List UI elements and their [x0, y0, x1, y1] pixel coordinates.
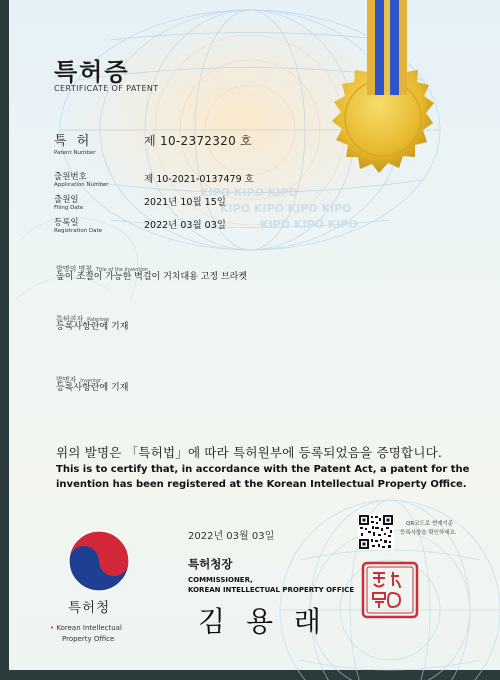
- commissioner-title-en-line1: COMMISSIONER,: [188, 576, 253, 584]
- ribbon-gold-right: [399, 0, 407, 95]
- invention-label-en: Title of the Invention: [96, 267, 148, 273]
- official-seal-stamp: [360, 560, 420, 620]
- commissioner-title-en-line2: KOREAN INTELLECTUAL PROPERTY OFFICE: [188, 586, 355, 594]
- svg-text:KIPO KIPO KIPO: KIPO KIPO KIPO: [200, 186, 298, 199]
- office-name-en-text1: Korean Intellectual: [56, 624, 122, 632]
- patent-number-label: [54, 130, 95, 156]
- patentee-label-en: Patentee: [87, 317, 110, 323]
- statement-korean: 위의 발명은 「특허법」에 따라 특허원부에 등록되었음을 증명합니다.: [56, 445, 443, 460]
- application-number-label-en: Application Number: [54, 182, 109, 188]
- office-name-en-line2: Property Office: [62, 635, 115, 643]
- filing-date-label-ko: 출원일: [54, 195, 79, 205]
- qr-note: [400, 520, 457, 538]
- office-name-ko: 특허청: [68, 600, 111, 616]
- issue-date: 2022년 03월 03일: [188, 531, 275, 542]
- certificate-title: 특허증: [54, 58, 130, 86]
- filing-date-value: 2021년 10월 15일: [144, 197, 226, 208]
- patentee-value: 등록사항란에 기재: [56, 322, 129, 332]
- invention-label-ko: 발명의 명칭: [56, 265, 93, 273]
- application-number-label: [54, 170, 109, 188]
- qr-note-line1: QR코드로 현재기준: [406, 521, 454, 527]
- svg-text:KIPO KIPO KIPO: KIPO KIPO KIPO: [260, 218, 358, 231]
- application-number-label-ko: 출원번호: [54, 172, 87, 182]
- filing-date-label: [54, 193, 83, 211]
- filing-date-label-en: Filing Date: [54, 205, 84, 211]
- qr-code[interactable]: [358, 514, 394, 550]
- commissioner-signature: 김 용 래: [198, 605, 327, 638]
- application-number-value: 제 10-2021-0137479 호: [144, 174, 254, 185]
- patent-number-value: 제 10-2372320 호: [144, 134, 253, 148]
- patent-number-label-en: Patent Number: [54, 150, 96, 156]
- statement-english-line1: This is to certify that, in accordance with the Patent Act, a patent for the: [56, 464, 470, 475]
- inventor-label-ko: 발명자: [56, 376, 77, 384]
- office-name-en-line1: • Korean Intellectual: [50, 624, 122, 632]
- certificate-subtitle: CERTIFICATE OF PATENT: [54, 84, 159, 93]
- kipo-emblem: [68, 530, 130, 592]
- registration-date-label-en: Registration Date: [54, 228, 103, 234]
- qr-note-line2: 등록사항을 확인하세요.: [400, 530, 457, 536]
- inventor-value: 등록사항란에 기재: [56, 383, 129, 393]
- registration-date-value: 2022년 03월 03일: [144, 220, 226, 231]
- registration-date-label: [54, 216, 102, 234]
- commissioner-title-ko: 특허청장: [188, 557, 233, 571]
- registration-date-label-ko: 등록일: [54, 218, 79, 228]
- patentee-label-ko: 특허권자: [56, 315, 84, 323]
- invention-title: 높이 조절이 가능한 벽걸이 거치대용 고정 브라켓: [56, 272, 248, 282]
- inventor-label-en: Inventor: [80, 378, 102, 384]
- svg-text:KIPO KIPO KIPO KIPO: KIPO KIPO KIPO KIPO: [220, 202, 352, 215]
- statement-english-line2: invention has been registered at the Korean Intellectual Property Office.: [56, 479, 467, 490]
- patent-number-label-ko: 특 허: [54, 134, 93, 149]
